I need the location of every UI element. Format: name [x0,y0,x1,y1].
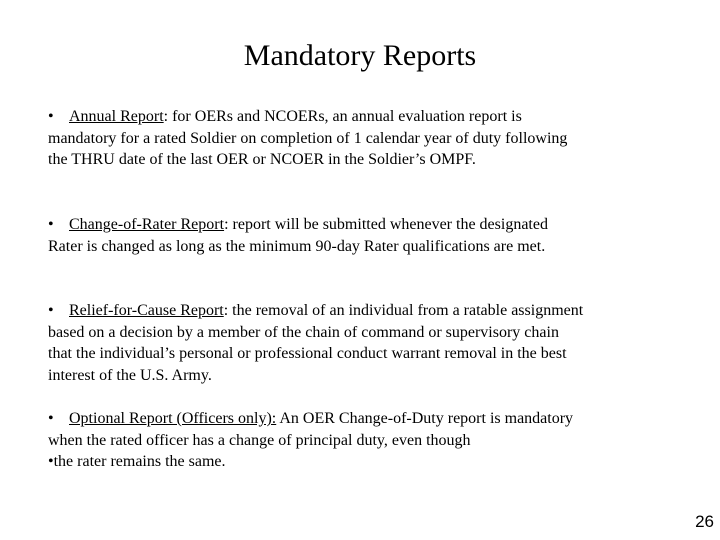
bullet-marker: • [48,410,54,427]
term-change-of-rater-report: Change-of-Rater Report [69,216,225,233]
text-line: when the rated officer has a change of principal duty, even though [48,431,471,449]
bullet-marker: • [48,108,54,125]
text-line: An OER Change-of-Duty report is mandatory [276,410,574,427]
bullet-annual-report [48,106,668,171]
term-relief-for-cause-report: Relief-for-Cause Report [69,302,224,319]
term-optional-report: Optional Report (Officers only): [69,410,277,427]
text-line: : for OERs and NCOERs, an annual evaluation report is [163,108,522,125]
bullet-change-of-rater-report [48,214,668,257]
text-line: •the rater remains the same. [48,453,226,470]
bullet-marker: • [48,216,54,233]
text-line: : report will be submitted whenever the designated [224,216,548,233]
page-number: 26 [695,512,714,531]
text-line: the THRU date of the last OER or NCOER in the Soldier’s OMPF. [48,151,476,168]
text-line: mandatory for a rated Soldier on completion of 1 calendar year of duty following [48,129,568,147]
bullet-optional-report [48,408,668,473]
bullet-marker: • [48,302,54,319]
slide-title: Mandatory Reports [243,39,477,72]
bullet-relief-for-cause-report [48,300,668,386]
term-annual-report: Annual Report [69,108,164,125]
text-line: Rater is changed as long as the minimum 90-day Rater qualifications are met. [48,237,546,255]
text-line: based on a decision by a member of the chain of command or supervisory chain [48,323,559,341]
text-line: : the removal of an individual from a ratable assignment [223,302,584,319]
text-line: that the individual’s personal or professional conduct warrant removal in the best [48,345,567,362]
text-line: interest of the U.S. Army. [48,366,212,384]
